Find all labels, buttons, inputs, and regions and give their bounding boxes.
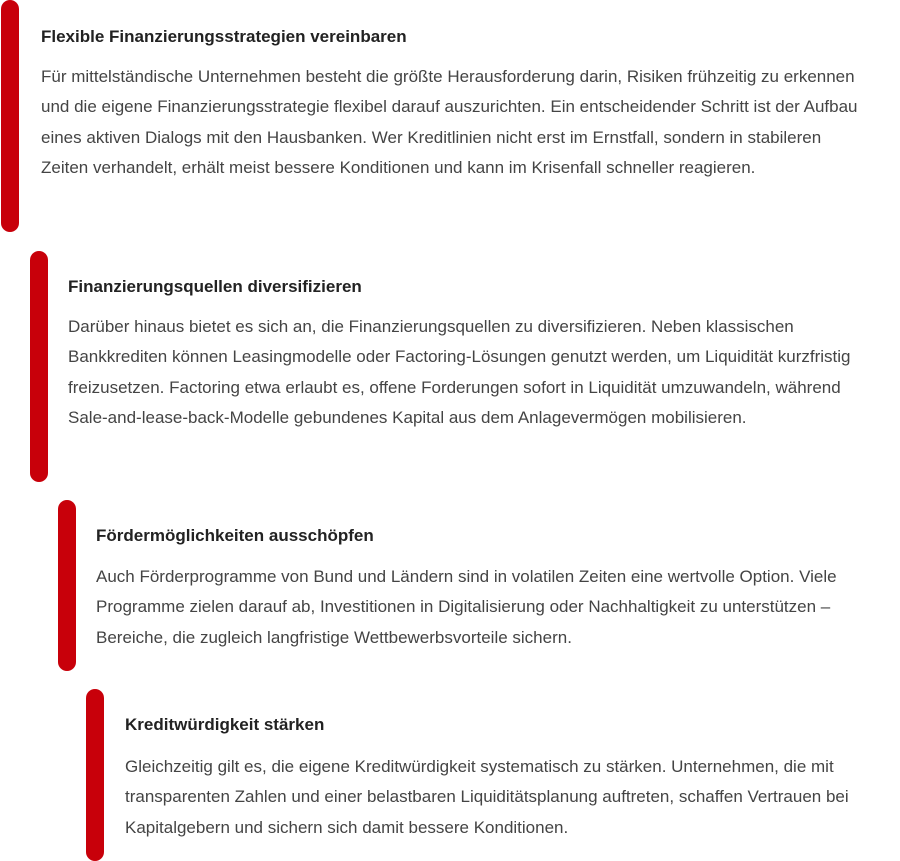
- section-text: Auch Förderprogramme von Bund und Ländern sind in volatilen Zeiten eine wertvolle Option. Viele Programme zielen darauf ab, Investitionen in Digitalisierung oder Nachhaltigkeit zu unterstützen – Bereiche, die zugleich langfristige Wettbewerbsvorteile sichern.: [96, 567, 837, 647]
- accent-bar: [86, 689, 104, 861]
- section-title: Kreditwürdigkeit stärken: [125, 715, 325, 734]
- section-title: Fördermöglichkeiten ausschöpfen: [96, 526, 374, 545]
- section-creditworthiness: [86, 689, 896, 861]
- section-title: Flexible Finanzierungsstrategien vereinbaren: [41, 27, 407, 46]
- accent-bar: [30, 251, 48, 482]
- accent-bar: [1, 0, 19, 232]
- section-title: Finanzierungsquellen diversifizieren: [68, 277, 362, 296]
- section-financing-strategies: [1, 0, 891, 232]
- section-text: Für mittelständische Unternehmen besteht die größte Herausforderung darin, Risiken frühzeitig zu erkennen und die eigene Finanzierungsstrategie flexibel darauf auszurichten. Ein entscheidender Schritt ist der Aufbau eines aktiven Dialogs mit den Hausbanken. Wer Kreditlinien nicht erst im Ernstfall, sondern in stabileren Zeiten verhandelt, erhält meist bessere Konditionen und kann im Krisenfall schneller reagieren.: [41, 67, 858, 178]
- section-text: Darüber hinaus bietet es sich an, die Finanzierungsquellen zu diversifizieren. Neben klassischen Bankkrediten können Leasingmodelle oder Factoring-Lösungen genutzt werden, um Liquidität kurzfristig freizusetzen. Factoring etwa erlaubt es, offene Forderungen sofort in Liquidität umzuwandeln, während Sale-and-lease-back-Modelle gebundenes Kapital aus dem Anlagevermögen mobilisieren.: [68, 317, 851, 428]
- accent-bar: [58, 500, 76, 671]
- section-financing-sources: [30, 251, 892, 482]
- section-text: Gleichzeitig gilt es, die eigene Kreditwürdigkeit systematisch zu stärken. Unternehmen, die mit transparenten Zahlen und einer belastbaren Liquiditätsplanung auftreten, schaffen Vertrauen bei Kapitalgebern und sichern sich damit bessere Konditionen.: [125, 757, 849, 837]
- section-funding-options: [58, 500, 892, 671]
